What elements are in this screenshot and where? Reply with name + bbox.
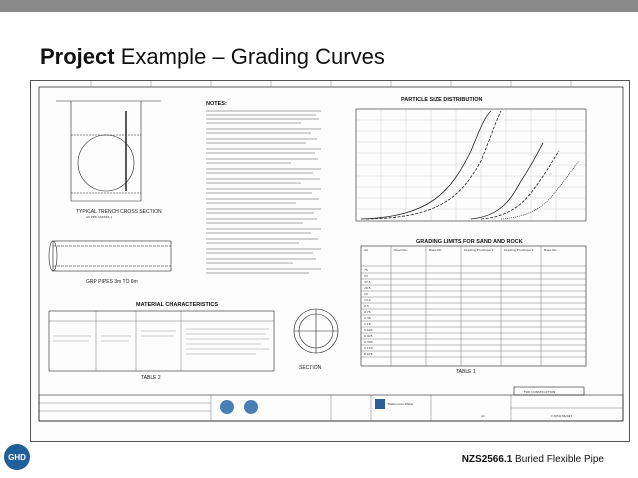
col-header-4: Grading Envelope 1 bbox=[464, 248, 494, 252]
col-header-6: Base No. bbox=[544, 248, 558, 252]
footer-code: NZS2566.1 bbox=[461, 454, 513, 465]
title-rest: Example – Grading Curves bbox=[114, 44, 385, 69]
col-header-3: Base No. bbox=[429, 248, 443, 252]
sieve-size: 0.150 bbox=[364, 346, 373, 350]
notes-heading: NOTES: bbox=[206, 101, 227, 107]
company-name: Melbourne Water bbox=[388, 402, 414, 406]
title-block-grid bbox=[39, 395, 623, 421]
drawing-canvas bbox=[31, 81, 629, 441]
sieve-size: 0.300 bbox=[364, 340, 373, 344]
slide-title bbox=[40, 44, 385, 70]
trench-label: TYPICAL TRENCH CROSS SECTION bbox=[76, 209, 162, 215]
client-logo-icon bbox=[220, 400, 234, 414]
sheet-size: A1 bbox=[481, 414, 485, 418]
slide-footer bbox=[462, 454, 604, 465]
trench-scale: AS PER AS2566.1 bbox=[86, 215, 113, 219]
grading-table-frame bbox=[361, 246, 586, 366]
grading-sieve-sizes bbox=[364, 268, 373, 356]
sieve-size: 0.075 bbox=[364, 352, 373, 356]
sieve-size: 1.18 bbox=[364, 322, 371, 326]
table2-label: TABLE 2 bbox=[141, 375, 161, 381]
grading-table-grid bbox=[361, 246, 586, 366]
for-construction-label: FOR CONSTRUCTION bbox=[524, 390, 556, 394]
col-header-1: AS bbox=[364, 248, 368, 252]
section-detail bbox=[294, 309, 338, 353]
title-bold: Project bbox=[40, 44, 115, 69]
ghd-logo bbox=[4, 444, 30, 470]
sieve-size: 37.5 bbox=[364, 280, 371, 284]
sieve-size: 26.5 bbox=[364, 286, 371, 290]
sieve-size: 53 bbox=[364, 274, 368, 278]
notes-text-lines bbox=[206, 111, 321, 273]
pipe-elevation bbox=[49, 241, 171, 271]
material-text-lines bbox=[53, 329, 269, 354]
top-bar bbox=[0, 0, 638, 12]
pipe-label: GRP PIPES 3m TO 6m bbox=[86, 279, 138, 285]
grading-title: GRADING LIMITS FOR SAND AND ROCK bbox=[416, 239, 523, 245]
sieve-size: 19 bbox=[364, 292, 368, 296]
ghd-logo-text: GHD bbox=[8, 452, 26, 462]
drawing-number: C3050/36/027 bbox=[551, 414, 573, 418]
grading-table-headers bbox=[364, 248, 557, 252]
sieve-size: 13.2 bbox=[364, 298, 371, 302]
col-header-5: Grading Envelope 2 bbox=[504, 248, 534, 252]
melbourne-water-logo-icon bbox=[375, 399, 385, 409]
sieve-size: 4.75 bbox=[364, 310, 371, 314]
engineering-drawing bbox=[30, 80, 630, 442]
material-title: MATERIAL CHARACTERISTICS bbox=[136, 302, 218, 308]
sieve-size: 75 bbox=[364, 268, 368, 272]
psd-grid bbox=[356, 109, 586, 221]
section-label: SECTION bbox=[299, 365, 322, 371]
trench-cross-section bbox=[56, 101, 161, 201]
sieve-size: 9.5 bbox=[364, 304, 369, 308]
col-header-2: Sand No. bbox=[394, 248, 408, 252]
psd-title: PARTICLE SIZE DISTRIBUTION bbox=[401, 97, 483, 103]
sieve-size: 2.36 bbox=[364, 316, 371, 320]
consultant-logo-icon bbox=[244, 400, 258, 414]
table1-label: TABLE 1 bbox=[456, 369, 476, 375]
footer-text: Buried Flexible Pipe bbox=[512, 454, 604, 465]
sieve-size: 0.600 bbox=[364, 328, 373, 332]
ruler-ticks bbox=[91, 81, 571, 87]
sieve-size: 0.425 bbox=[364, 334, 373, 338]
